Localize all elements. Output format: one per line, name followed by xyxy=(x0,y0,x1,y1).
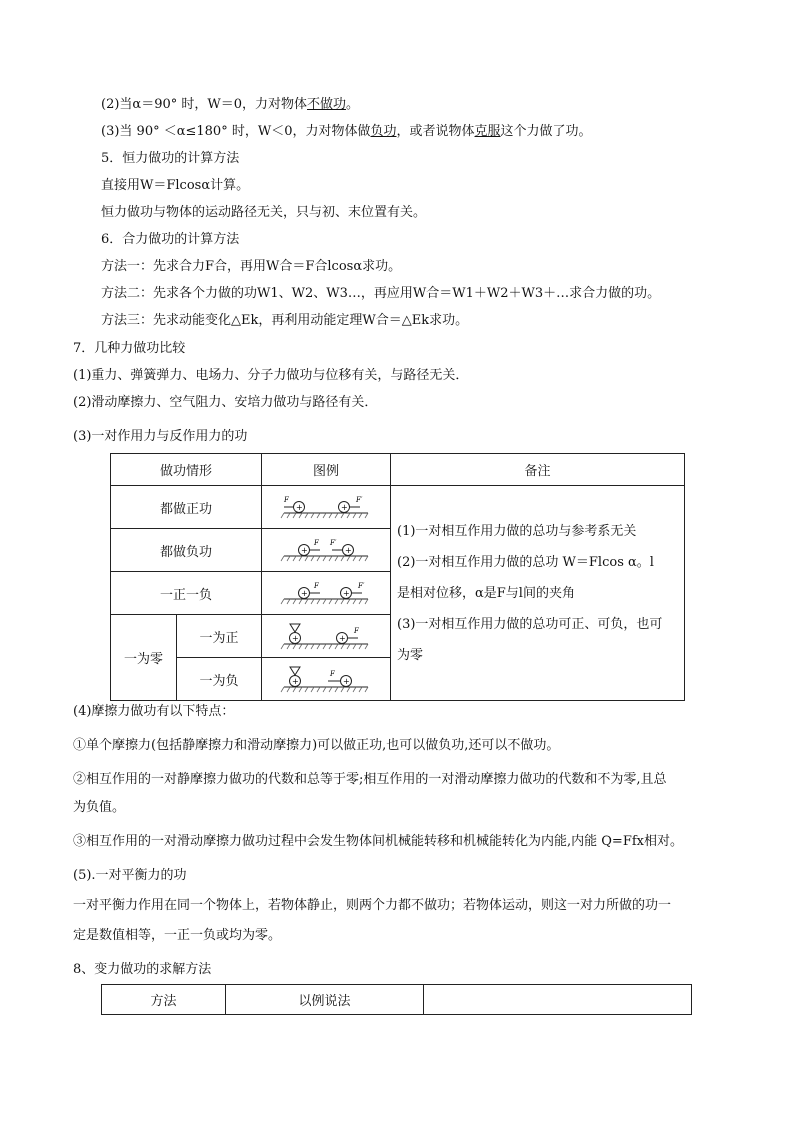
header-blank xyxy=(424,985,692,1015)
note-4: (3)一对相互作用力做的总功可正、可负，也可 xyxy=(397,616,663,632)
header-remark: 备注 xyxy=(391,454,685,486)
heading-5: 5．恒力做功的计算方法 xyxy=(101,151,240,166)
line-conservative: (1)重力、弹簧弹力、电场力、分子力做功与位移有关，与路径无关． xyxy=(73,368,469,383)
friction-point-2: ②相互作用的一对静摩擦力做功的代数和总等于零;相互作用的一对滑动摩擦力做功的代数和不为零,且总 xyxy=(73,772,667,787)
balanced-forces-text: 一对平衡力作用在同一个物体上，若物体静止，则两个力都不做功；若物体运动，则这一对力所做的功一 xyxy=(73,898,672,913)
svg-text:+: + xyxy=(339,634,346,643)
svg-text:F: F xyxy=(330,670,335,678)
heading-8: 8、变力做功的求解方法 xyxy=(73,962,212,977)
line-alpha-90: (2)当α＝90° 时，W＝0，力对物体不做功。 xyxy=(101,97,360,112)
line-alpha-obtuse: (3)当 90° ＜α≤180° 时，W＜0，力对物体做负功，或者说物体克服这个力做了功。 xyxy=(101,124,592,139)
diagram-both-negative xyxy=(262,529,391,572)
svg-text:+: + xyxy=(343,677,350,686)
note-5: 为零 xyxy=(397,647,424,663)
svg-text:F: F xyxy=(314,539,319,547)
heading-6: 6．合力做功的计算方法 xyxy=(101,232,240,247)
work-comparison-table xyxy=(110,453,685,701)
line-formula: 直接用W＝Flcosα计算。 xyxy=(101,178,250,193)
svg-text:F: F xyxy=(354,627,359,635)
svg-text:+: + xyxy=(292,677,299,686)
svg-text:+: + xyxy=(345,546,352,555)
method-1: 方法一：先求合力F合，再用W合＝F合lcosα求功。 xyxy=(101,259,402,274)
balanced-forces-text-cont: 定是数值相等，一正一负或均为零。 xyxy=(73,928,282,943)
line-path-independence: 恒力做功与物体的运动路径无关，只与初、末位置有关。 xyxy=(101,205,427,220)
header-example: 以例说法 xyxy=(226,985,424,1015)
method-2: 方法二：先求各个力做的功W1、W2、W3…，再应用W合＝W1＋W2＋W3＋…求合力做的功。 xyxy=(101,286,661,301)
svg-text:+: + xyxy=(301,546,308,555)
note-1: (1)一对相互作用力做的总功与参考系无关 xyxy=(397,523,637,539)
heading-7: 7．几种力做功比较 xyxy=(73,341,186,356)
heading-friction-features: (4)摩擦力做功有以下特点： xyxy=(73,704,235,719)
friction-point-1: ①单个摩擦力(包括静摩擦力和滑动摩擦力)可以做正功,也可以做负功,还可以不做功。 xyxy=(73,738,560,753)
svg-text:+: + xyxy=(341,503,348,512)
diagram-both-positive xyxy=(262,486,391,529)
svg-text:+: + xyxy=(343,589,350,598)
friction-point-2-cont: 为负值。 xyxy=(73,800,126,815)
header-situation: 做功情形 xyxy=(111,454,262,486)
row-one-pos-one-neg: 一正一负 xyxy=(111,572,262,615)
row-zero-negative: 一为负 xyxy=(177,658,262,701)
row-both-positive: 都做正功 xyxy=(111,486,262,529)
row-both-negative: 都做负功 xyxy=(111,529,262,572)
row-one-zero: 一为零 xyxy=(111,615,177,701)
note-2: (2)一对相互作用力做的总功 W＝Flcos α。l xyxy=(397,554,654,570)
method-3: 方法三：先求动能变化△Ek，再利用动能定理W合＝△Ek求功。 xyxy=(101,313,469,328)
line-action-reaction: (3)一对作用力与反作用力的功 xyxy=(73,429,248,444)
note-3: 是相对位移，α是F与l间的夹角 xyxy=(397,585,575,601)
diagram-zero-positive xyxy=(262,615,391,658)
svg-text:+: + xyxy=(301,589,308,598)
diagram-zero-negative xyxy=(262,658,391,701)
svg-text:+: + xyxy=(296,503,303,512)
friction-point-3: ③相互作用的一对滑动摩擦力做功过程中会发生物体间机械能转移和机械能转化为内能,内能 Q=Ffx相对。 xyxy=(73,834,683,849)
header-method: 方法 xyxy=(102,985,226,1015)
svg-text:F: F xyxy=(314,582,319,590)
diagram-one-pos-one-neg xyxy=(262,572,391,615)
remark-cell xyxy=(391,486,685,701)
svg-text:+: + xyxy=(292,634,299,643)
svg-text:F′: F′ xyxy=(358,582,365,590)
line-nonconservative: (2)滑动摩擦力、空气阻力、安培力做功与路径有关． xyxy=(73,395,378,410)
svg-text:F′: F′ xyxy=(356,496,363,504)
header-diagram: 图例 xyxy=(262,454,391,486)
row-zero-positive: 一为正 xyxy=(177,615,262,658)
variable-force-table xyxy=(101,984,692,1015)
svg-text:F: F xyxy=(284,496,289,504)
heading-balanced-forces: (5).一对平衡力的功 xyxy=(73,868,187,883)
svg-text:F′: F′ xyxy=(330,539,337,547)
